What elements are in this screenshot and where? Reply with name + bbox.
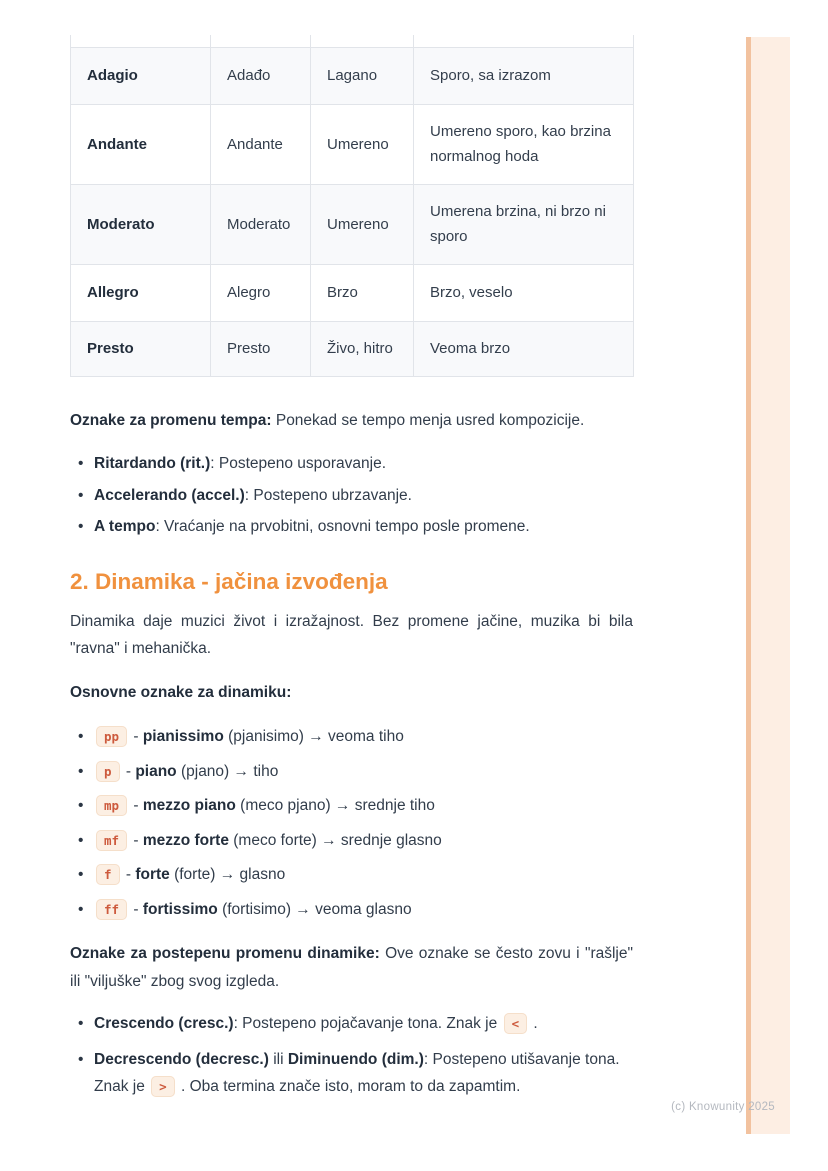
term-bold: fortissimo (142, 900, 218, 918)
watermark-text: (c) Knowunity 2025 (671, 1101, 775, 1113)
item-text: (meco pjano) → srednje tiho (235, 797, 435, 814)
item-text: (forte) → glasno (169, 866, 286, 883)
list-item (70, 513, 633, 541)
term-bold: mezzo piano (142, 797, 236, 814)
tempo-terms-table (70, 35, 634, 377)
list-item-decrescendo (70, 1046, 633, 1101)
term-bold: Decrescendo (decresc.) (94, 1050, 269, 1068)
dynamic-symbol-badge: mp (96, 795, 127, 816)
item-text: (meco forte) → srednje glasno (228, 831, 442, 849)
document-content (70, 0, 633, 1109)
section-heading-dynamics: 2. Dinamika - jačina izvođenja (70, 568, 388, 594)
table-cell-pronunciation: Alegro (211, 264, 311, 321)
item-text: : Postepeno ubrzavanje. (244, 486, 412, 504)
separator: - (129, 728, 143, 745)
table-row (71, 47, 634, 104)
table-cell-pronunciation: Adađo (211, 47, 311, 104)
table-cell-term: Moderato (71, 184, 211, 264)
term-bold: forte (135, 866, 170, 883)
item-text: : Postepeno usporavanje. (210, 455, 387, 472)
list-item (70, 723, 633, 751)
dynamic-symbol-badge: f (96, 864, 120, 885)
gradual-dynamics-list (70, 1010, 633, 1101)
term-bold: A tempo (94, 518, 156, 535)
table-cell-meaning: Umereno (311, 104, 414, 184)
lead-bold-text: Oznake za promenu tempa: (70, 411, 272, 429)
gradual-dynamics-paragraph (70, 940, 633, 995)
list-item (70, 792, 633, 820)
term-bold: Diminuendo (dim.) (287, 1050, 424, 1068)
separator: - (129, 831, 143, 849)
list-item (70, 896, 633, 924)
term-bold: Crescendo (cresc.) (94, 1015, 234, 1032)
dynamic-symbol-badge: ff (96, 899, 127, 920)
list-item (70, 482, 633, 510)
item-text: (fortisimo) → veoma glasno (217, 900, 412, 918)
list-item (70, 758, 633, 786)
table-cell-term: Allegro (71, 264, 211, 321)
separator: - (129, 900, 143, 918)
side-accent-panel (751, 37, 790, 1134)
list-item-crescendo (70, 1010, 633, 1038)
crescendo-symbol-badge: < (504, 1013, 528, 1034)
item-text: (pjano) → tiho (176, 762, 279, 780)
dynamics-intro-paragraph: Dinamika daje muzici život i izražajnost. Bez promene jačine, muzika bi bila "ravna" i mehanička. (70, 612, 633, 657)
term-bold: piano (135, 762, 177, 780)
item-text: : Postepeno pojačavanje tona. Znak je (233, 1015, 502, 1032)
table-row (71, 264, 634, 321)
lead-text: Ponekad se tempo menja usred kompozicije. (271, 411, 585, 429)
tempo-changes-list (70, 450, 633, 541)
table-cell-term: Adagio (71, 47, 211, 104)
table-cell-term: Presto (71, 321, 211, 376)
table-cell-term: Andante (71, 104, 211, 184)
item-text: : Vraćanje na prvobitni, osnovni tempo posle promene. (155, 518, 530, 535)
dynamic-symbol-badge: p (96, 761, 120, 782)
table-cell-pronunciation: Andante (211, 104, 311, 184)
table-cell-meaning: Lagano (311, 47, 414, 104)
table-cell-description: Brzo, veselo (414, 264, 634, 321)
table-cell-pronunciation: Presto (211, 321, 311, 376)
list-item (70, 861, 633, 889)
separator: - (129, 797, 143, 814)
table-cell-description: Umerena brzina, ni brzo ni sporo (414, 184, 634, 264)
item-text: . Oba termina znače isto, moram to da zapamtim. (176, 1078, 521, 1095)
list-item (70, 450, 633, 478)
table-cell-meaning: Živo, hitro (311, 321, 414, 376)
dynamics-levels-list (70, 723, 633, 923)
item-text: : Postepeno utišavanje tona. Znak je (94, 1050, 620, 1095)
dynamic-symbol-badge: mf (96, 830, 127, 851)
table-cell-meaning: Umereno (311, 184, 414, 264)
table-cell-description: Umereno sporo, kao brzina normalnog hoda (414, 104, 634, 184)
dynamics-basics-label: Osnovne oznake za dinamiku: (70, 683, 292, 701)
table-cell-description: Sporo, sa izrazom (414, 47, 634, 104)
tempo-changes-lead (70, 407, 633, 435)
table-cell (414, 35, 634, 47)
table-cell-description: Veoma brzo (414, 321, 634, 376)
term-bold: pianissimo (142, 728, 224, 745)
item-text: . (529, 1015, 538, 1032)
item-text: (pjanisimo) → veoma tiho (223, 728, 404, 745)
table-cell (211, 35, 311, 47)
table-cell (311, 35, 414, 47)
table-cell-pronunciation: Moderato (211, 184, 311, 264)
item-text: ili (268, 1050, 288, 1068)
lead-bold-text: Oznake za postepenu promenu dinamike: (70, 945, 380, 962)
separator: - (121, 866, 136, 883)
lead-text: Ove oznake se često zovu i "rašlje" ili "viljuške" zbog svog izgleda. (70, 945, 633, 990)
list-item (70, 827, 633, 855)
dynamic-symbol-badge: pp (96, 726, 127, 747)
table-cell (71, 35, 211, 47)
table-cell-meaning: Brzo (311, 264, 414, 321)
table-row (71, 321, 634, 376)
term-bold: mezzo forte (142, 831, 229, 849)
term-bold: Ritardando (rit.) (94, 455, 211, 472)
table-row-clipped (71, 35, 634, 47)
term-bold: Accelerando (accel.) (94, 486, 245, 504)
table-row (71, 104, 634, 184)
table-row (71, 184, 634, 264)
decrescendo-symbol-badge: > (151, 1076, 175, 1097)
separator: - (121, 762, 136, 780)
